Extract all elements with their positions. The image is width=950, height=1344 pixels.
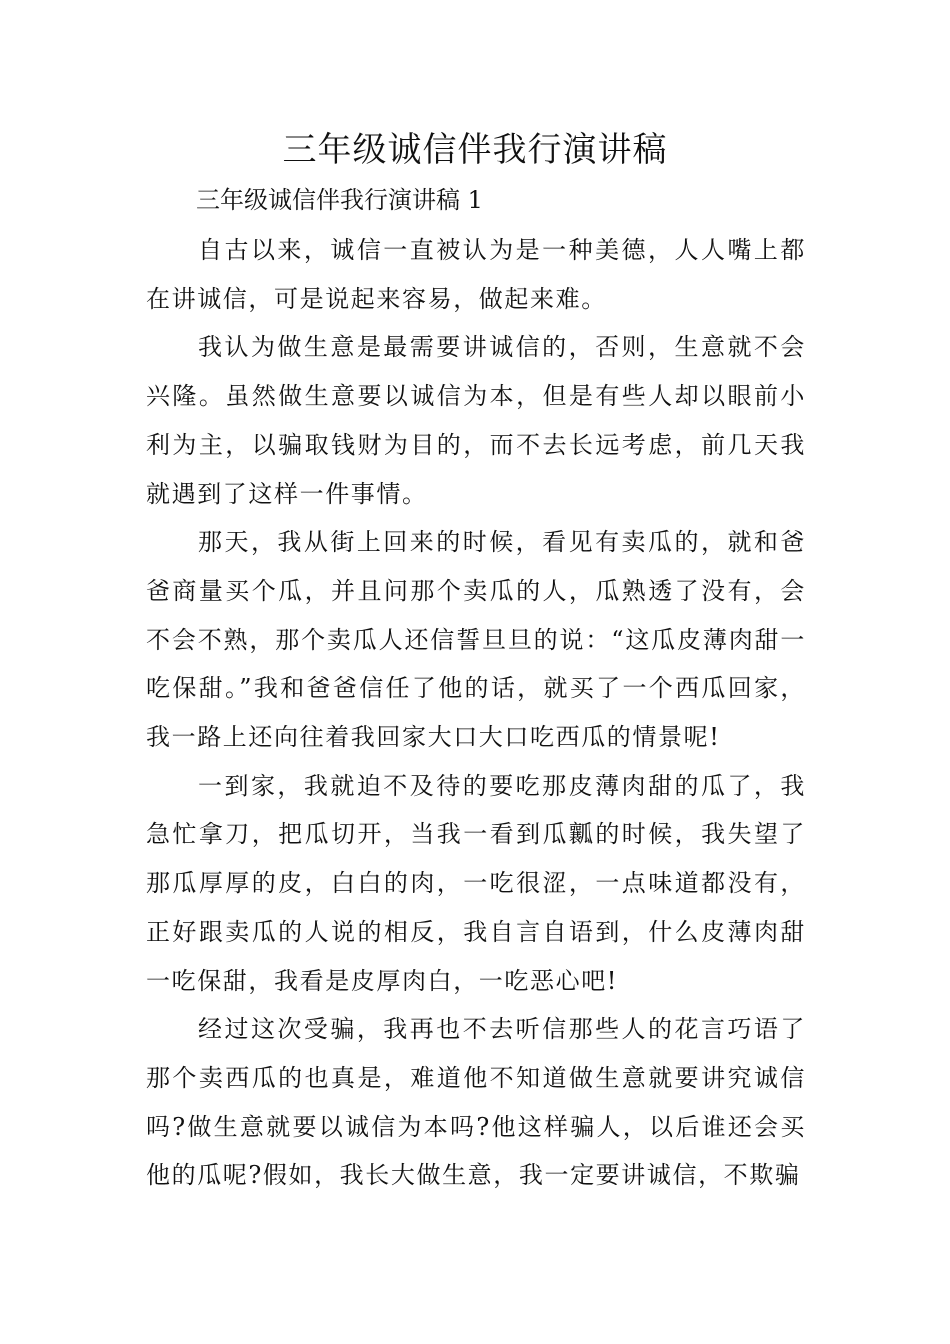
paragraph-5: 经过这次受骗，我再也不去听信那些人的花言巧语了那个卖西瓜的也真是，难道他不知道做生意就要讲究诚信吗?做生意就要以诚信为本吗?他这样骗人，以后谁还会买他的瓜呢?假如，我长大做生意，我一定要讲诚信，不欺骗: [146, 1015, 806, 1190]
paragraph-2: 我认为做生意是最需要讲诚信的，否则，生意就不会兴隆。虽然做生意要以诚信为本，但是有些人却以眼前小利为主，以骗取钱财为目的，而不去长远考虑，前几天我就遇到了这样一件事情。: [146, 333, 806, 508]
paragraph-3: 那天，我从街上回来的时候，看见有卖瓜的，就和爸爸商量买个瓜，并且问那个卖瓜的人，瓜熟透了没有，会不会不熟，那个卖瓜人还信誓旦旦的说：“这瓜皮薄肉甜一吃保甜。”我和爸爸信任了他的话，就买了一个西瓜回家，我一路上还向往着我回家大口大口吃西瓜的情景呢!: [146, 528, 806, 752]
section-heading: 三年级诚信伴我行演讲稿 1: [196, 186, 483, 214]
paragraph-1: 自古以来，诚信一直被认为是一种美德，人人嘴上都在讲诚信，可是说起来容易，做起来难。: [146, 236, 806, 313]
document-body: [146, 226, 806, 1200]
paragraph-4: 一到家，我就迫不及待的要吃那皮薄肉甜的瓜了，我急忙拿刀，把瓜切开，当我一看到瓜瓤的时候，我失望了那瓜厚厚的皮，白白的肉，一吃很涩，一点味道都没有，正好跟卖瓜的人说的相反，我自言自语到，什么皮薄肉甜一吃保甜，我看是皮厚肉白，一吃恶心吧!: [146, 771, 806, 995]
document-title: 三年级诚信伴我行演讲稿: [282, 130, 668, 170]
